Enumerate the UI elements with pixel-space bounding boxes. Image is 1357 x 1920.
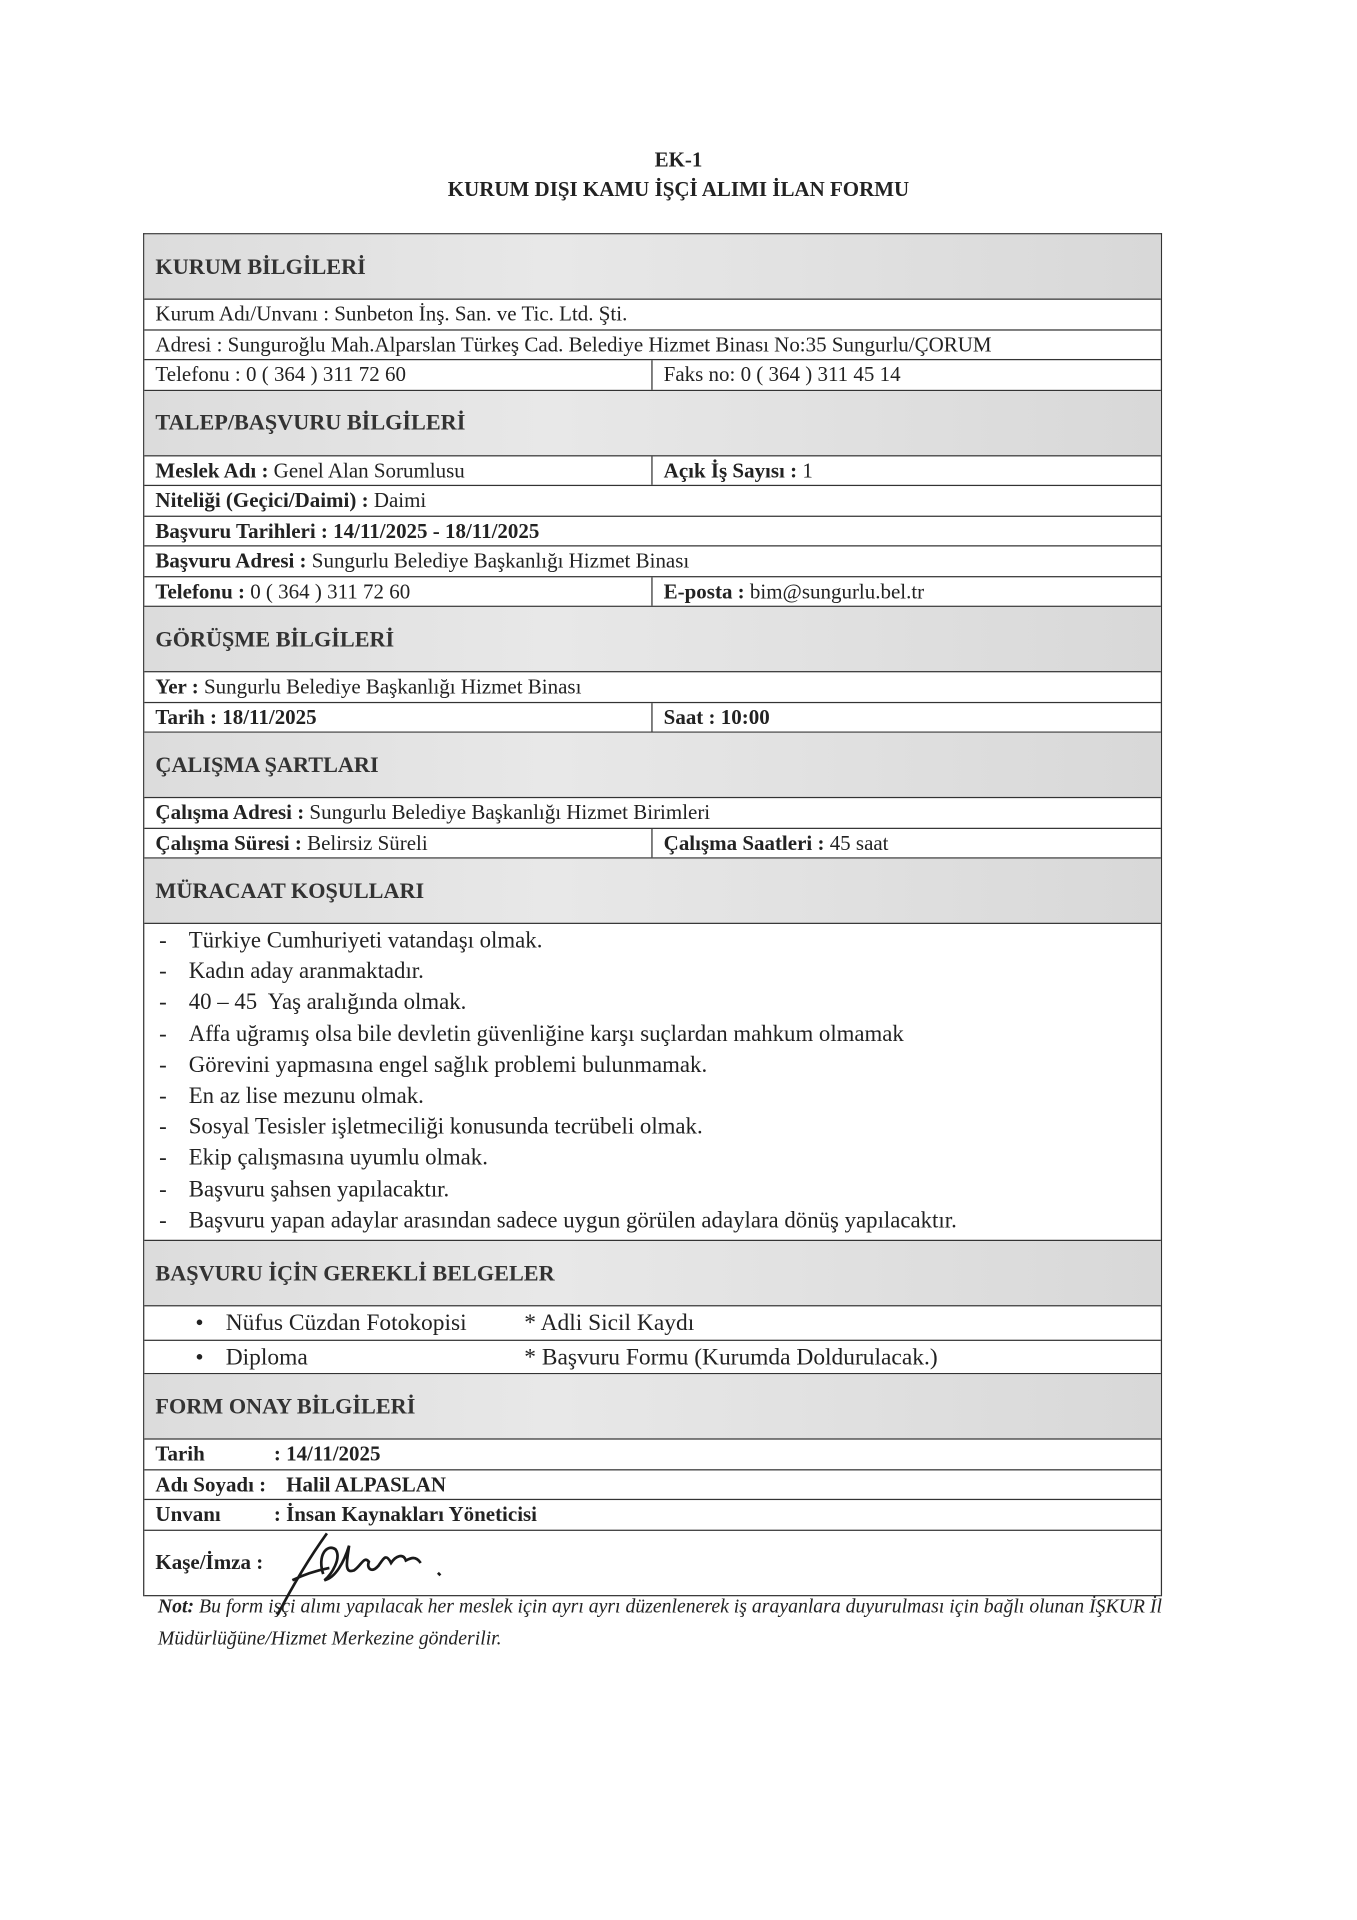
document-item: * Adli Sicil Kaydı xyxy=(524,1310,695,1337)
section-onay-heading: FORM ONAY BİLGİLERİ xyxy=(144,1374,1160,1439)
signature-label: Kaşe/İmza : xyxy=(155,1550,264,1574)
list-item: - Türkiye Cumhuriyeti vatandaşı olmak. xyxy=(159,928,543,954)
approver-name: Halil ALPASLAN xyxy=(286,1472,447,1496)
document-item: Nüfus Cüzdan Fotokopisi xyxy=(225,1310,467,1337)
list-item: - Sosyal Tesisler işletmeciliği konusunda tecrübeli olmak. xyxy=(159,1115,703,1141)
talep-phone-label: Telefonu : xyxy=(155,579,245,603)
work-address: Sungurlu Belediye Başkanlığı Hizmet Birimleri xyxy=(309,800,711,825)
document-item: * Başvuru Formu (Kurumda Doldurulacak.) xyxy=(524,1344,938,1370)
talep-phone: 0 ( 364 ) 311 72 60 xyxy=(250,579,411,603)
form-title: KURUM DIŞI KAMU İŞÇİ ALIMI İLAN FORMU xyxy=(447,177,910,202)
work-duration: Belirsiz Süreli xyxy=(307,830,428,855)
list-item: - Başvuru yapan adaylar arasından sadece uygun görülen adaylara dönüş yapılacaktır. xyxy=(159,1208,957,1234)
section-belgeler-heading: BAŞVURU İÇİN GEREKLİ BELGELER xyxy=(144,1241,1160,1306)
section-talep-heading: TALEP/BAŞVURU BİLGİLERİ xyxy=(144,390,1160,455)
section-muracaat-heading: MÜRACAAT KOŞULLARI xyxy=(144,859,1160,924)
interview-time: 10:00 xyxy=(720,705,770,729)
bullet-icon: • xyxy=(195,1344,204,1370)
footnote xyxy=(158,1591,1194,1655)
document-row xyxy=(144,1306,1160,1340)
kurum-name-label: Kurum Adı/Unvanı : xyxy=(155,302,330,326)
list-item: - Kadın aday aranmaktadır. xyxy=(159,959,424,985)
section-gorusme-heading: GÖRÜŞME BİLGİLERİ xyxy=(144,607,1160,672)
kurum-phone: 0 ( 364 ) 311 72 60 xyxy=(245,362,406,387)
signature-row xyxy=(144,1530,1160,1595)
section-calisma-heading: ÇALIŞMA ŞARTLARI xyxy=(144,733,1160,798)
application-address: Sungurlu Belediye Başkanlığı Hizmet Binası xyxy=(311,548,690,573)
work-duration-label: Çalışma Süresi : xyxy=(155,830,302,855)
approver-title-label: Unvanı xyxy=(155,1502,221,1527)
kurum-fax-label: Faks no: xyxy=(663,362,736,387)
section-kurum-heading: KURUM BİLGİLERİ xyxy=(144,234,1160,299)
interview-time-label: Saat : xyxy=(663,705,716,729)
note-label: Not: xyxy=(157,1596,195,1618)
list-item: - Başvuru şahsen yapılacaktır. xyxy=(159,1177,450,1203)
list-item: - Ekip çalışmasına uyumlu olmak. xyxy=(159,1146,488,1172)
openings-label: Açık İş Sayısı : xyxy=(663,458,798,482)
kurum-fax: 0 ( 364 ) 311 45 14 xyxy=(740,362,901,387)
application-dates: 14/11/2025 - 18/11/2025 xyxy=(333,518,540,543)
list-item: - Affa uğramış olsa bile devletin güvenliğine karşı suçlardan mahkum olmamak xyxy=(159,1022,904,1047)
email-address: bim@sungurlu.bel.tr xyxy=(749,579,925,603)
note-text: Bu form işçi alımı yapılacak her meslek için ayrı ayrı düzenlenerek iş arayanlara duyurulması için bağlı olunan İŞKUR İl Müdürlüğüne/Hizmet Merkezine gönderilir. xyxy=(157,1596,1162,1650)
work-hours-label: Çalışma Saatleri : xyxy=(663,830,825,855)
document-item: Diploma xyxy=(225,1344,308,1370)
approver-title: : İnsan Kaynakları Yöneticisi xyxy=(273,1502,538,1527)
kurum-address-label: Adresi : xyxy=(155,332,223,356)
interview-date: 18/11/2025 xyxy=(222,705,317,729)
place-label: Yer : xyxy=(155,674,199,699)
application-address-label: Başvuru Adresi : xyxy=(155,548,307,573)
work-address-label: Çalışma Adresi : xyxy=(155,800,305,825)
kurum-name: Sunbeton İnş. San. ve Tic. Ltd. Şti. xyxy=(334,302,628,326)
interview-place: Sungurlu Belediye Başkanlığı Hizmet Binası xyxy=(203,674,582,699)
list-item: - En az lise mezunu olmak. xyxy=(159,1084,424,1110)
approval-date-label: Tarih xyxy=(155,1442,205,1466)
approval-date: : 14/11/2025 xyxy=(273,1442,381,1466)
document-row xyxy=(144,1340,1160,1374)
bullet-icon: • xyxy=(195,1310,204,1337)
work-hours: 45 saat xyxy=(829,830,889,855)
nature-value: Daimi xyxy=(373,488,427,512)
job-label: Meslek Adı : xyxy=(155,458,269,482)
kurum-address: Sunguroğlu Mah.Alparslan Türkeş Cad. Belediye Hizmet Binası No:35 Sungurlu/ÇORUM xyxy=(227,332,992,356)
nature-label: Niteliği (Geçici/Daimi) : xyxy=(155,488,369,512)
requirements-list xyxy=(144,924,1160,1241)
job-name: Genel Alan Sorumlusu xyxy=(273,458,465,482)
list-item: - Görevini yapmasına engel sağlık problemi bulunmamak. xyxy=(159,1053,708,1078)
list-item: - 40 – 45 Yaş aralığında olmak. xyxy=(159,991,467,1016)
interview-date-label: Tarih : xyxy=(155,705,218,729)
form-table xyxy=(143,233,1162,1596)
openings-count: 1 xyxy=(802,458,813,482)
dates-label: Başvuru Tarihleri : xyxy=(155,518,328,543)
approver-name-label: Adı Soyadı : xyxy=(155,1472,267,1496)
kurum-phone-label: Telefonu : xyxy=(155,362,241,387)
annex-label: EK-1 xyxy=(654,148,703,172)
email-label: E-posta : xyxy=(663,579,745,603)
